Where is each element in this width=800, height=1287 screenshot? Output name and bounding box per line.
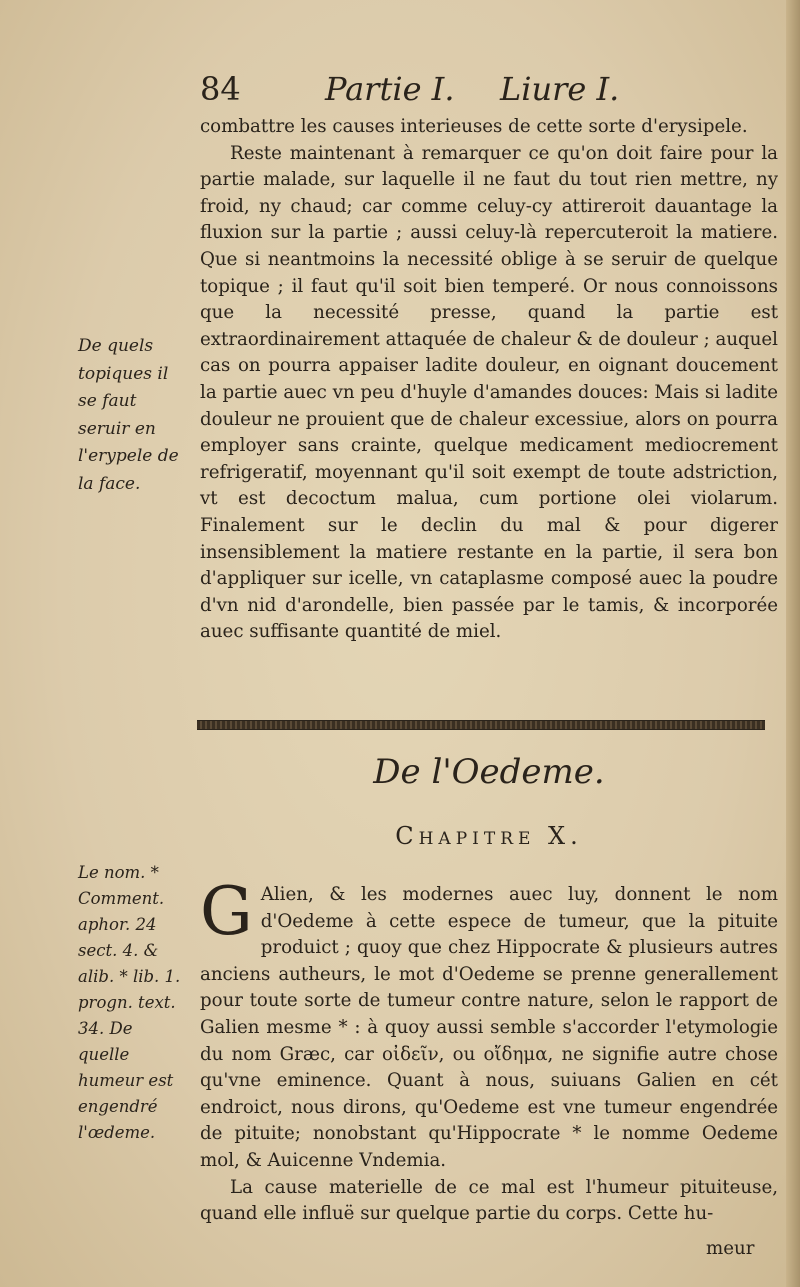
paragraph-topiques: Reste maintenant à remarquer ce qu'on doit faire pour la partie malade, sur laquelle il ne faut du tout rien mettre, ny froid, ny chaud; car comme celuy-cy attireroit dauantage la fluxion sur la partie ; aussi celuy-là repercuteroit la matiere. Que si neantmoins la necessité oblige à se seruir de quelque topique ; il faut qu'il soit bien temperé. Or nous connoissons que la necessité presse, quand la partie est extraordinairement attaquée de chaleur & de douleur ; auquel cas on pourra appaiser ladite douleur, en oignant doucement la partie auec vn peu d'huyle d'amandes douces: Mais si ladite douleur ne prouient que de chaleur excessiue, alors on pourra employer sans crainte, quelque medicament mediocrement refrigeratif, moyennant qu'il soit exempt de toute adstriction, vt est decoctum malua, cum portione olei violarum. Finalement sur le declin du mal & pour digerer insensiblement la matiere restante en la partie, il sera bon d'appliquer sur icelle, vn cataplasme composé auec la poudre d'vn nid d'arondelle, bien passée par le tamis, & incorporée auec suffisante quantité de miel. [200,142,778,643]
margin-note-topiques: De quels topiques il se faut seruir en l'erypele de la face. [78,336,179,494]
paragraph-oedeme-text: Alien, & les modernes auec luy, donnent le nom d'Oedeme à cette espece de tumeur, que la pituite produict ; quoy que chez Hippocrate & plusieurs autres anciens autheurs, le mot d'Oedeme se prenne generallement pour toute sorte de tumeur contre nature, selon le rapport de Galien mesme * : à quoy aussi semble s'accorder l'etymologie du nom Græc, car οἰδεῖν, ou οἴδημα, ne signifie autre chose qu'vne eminence. Quant à nous, suiuans Galien en cét endroict, nous dirons, qu'Oedeme est vne tumeur engendrée de pituite; nonobstant qu'Hippocrate * le nomme Oedeme mol, & Auicenne Vndemia. [200,884,778,1171]
paragraph-continued: combattre les causes interieuses de cette sorte d'erysipele. [200,116,748,137]
ornamental-divider [197,720,765,730]
margin-note-oedeme: Le nom. * Comment. aphor. 24 sect. 4. & alib. * lib. 1. progn. text. 34. De quelle humeur est engendré l'œdeme. [78,863,181,1142]
text-block-2 [200,873,778,1228]
header-book: Liure I. [500,70,620,108]
chapter-title: Chapitre X. [395,822,583,850]
paragraph-oedeme-definition [200,873,778,1175]
page-edge [786,0,800,1287]
page-number: 84 [200,70,241,108]
section-title: De l'Oedeme. [373,752,605,792]
drop-capital: G [200,873,253,950]
header-part: Partie I. [325,70,455,108]
paragraph-cause: La cause materielle de ce mal est l'humeur pituiteuse, quand elle influë sur quelque partie du corps. Cette hu- [200,1176,778,1225]
running-header [200,70,640,114]
text-block-1 [200,114,778,646]
catchword: meur [706,1238,755,1259]
